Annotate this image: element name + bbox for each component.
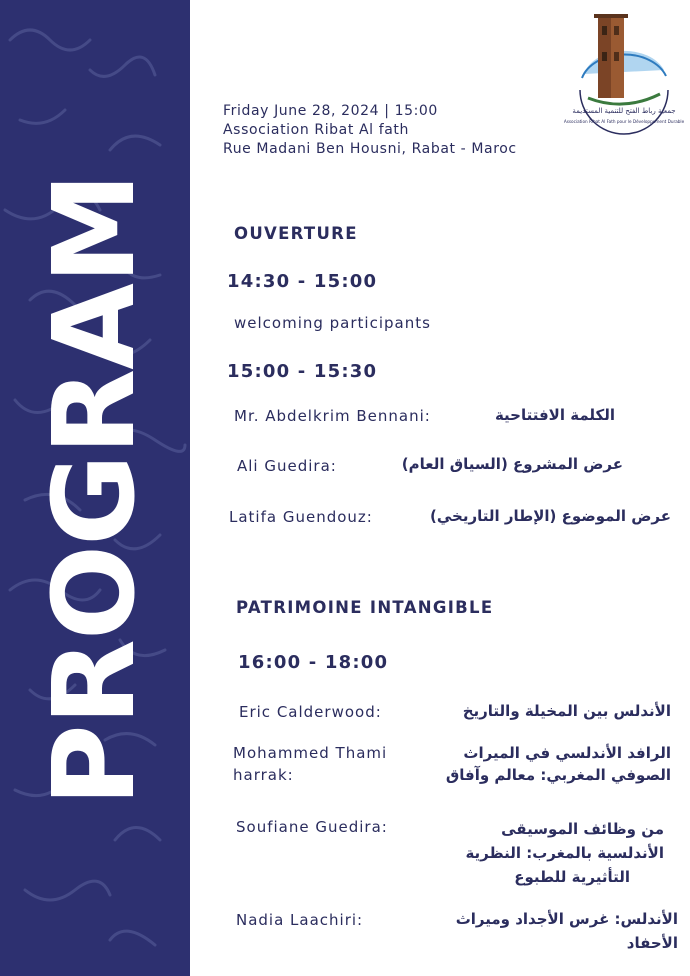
talk-title: الصوفي المغربي: معالم وآفاق [445,766,671,784]
speaker-name: Eric Calderwood: [239,703,382,721]
talk-title: التأثيرية للطبوع [514,868,630,886]
logo-caption-fr: Association Ribat Al Fath pour le Développement Durable [563,119,685,124]
talk-title: الأحفاد [626,934,678,952]
logo-caption-ar: جمعية رباط الفتح للتنمية المستديمة [572,107,676,115]
slot-description: welcoming participants [234,314,431,332]
talk-title: عرض الموضوع (الإطار التاريخي) [429,507,671,525]
speaker-name: Mr. Abdelkrim Bennani: [234,407,431,425]
talk-title: الكلمة الافتتاحية [494,406,615,424]
talk-title: الأندلس: غرس الأجداد وميراث [455,910,678,928]
speaker-name: Mohammed Thami [233,744,388,762]
speaker-name: harrak: [233,766,294,784]
association-logo [563,12,685,128]
talk-title: عرض المشروع (السياق العام) [401,455,623,473]
event-organizer: Association Ribat Al fath [223,122,409,138]
talk-title: الرافد الأندلسي في الميراث [463,744,671,762]
event-address: Rue Madani Ben Housni, Rabat - Maroc [223,141,517,157]
event-info [223,102,517,159]
speaker-name: Latifa Guendouz: [229,508,373,526]
speaker-name: Nadia Laachiri: [236,911,364,929]
time-slot: 15:00 - 15:30 [227,361,378,382]
time-slot: 16:00 - 18:00 [238,652,389,673]
speaker-name: Ali Guedira: [237,457,337,475]
talk-title: الأندلسية بالمغرب: النظرية [465,844,664,862]
event-date: Friday June 28, 2024 | 15:00 [223,103,438,119]
talk-title: من وظائف الموسيقى [501,820,664,838]
time-slot: 14:30 - 15:00 [227,271,378,292]
speaker-name: Soufiane Guedira: [236,818,388,836]
section-heading-ouverture: OUVERTURE [234,224,358,243]
talk-title: الأندلس بين المخيلة والتاريخ [462,702,671,720]
sidebar-panel [0,0,190,976]
section-heading-patrimoine: PATRIMOINE INTANGIBLE [236,598,494,617]
program-title: PROGRAM [30,173,160,807]
